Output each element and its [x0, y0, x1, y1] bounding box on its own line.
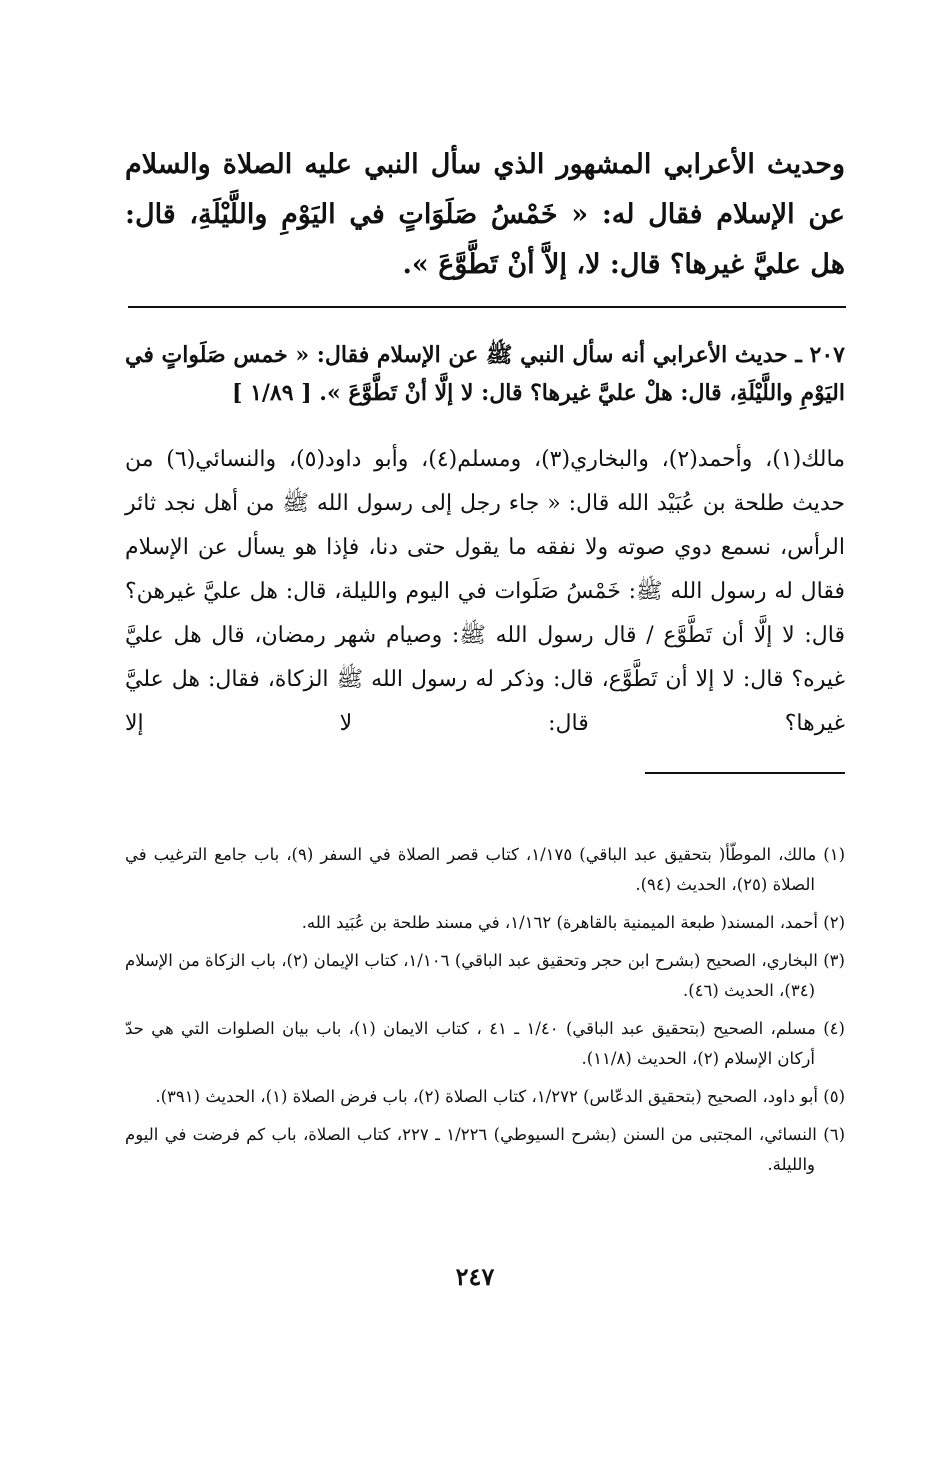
page-number: ٢٤٧ [455, 1262, 495, 1291]
footnote-2: (٢) أحمد، المسند( طبعة الميمنية بالقاهرة) ١/١٦٢، في مسند طلحة بن عُبَيد الله. [301, 913, 845, 932]
footnote-1: (١) مالك، الموطّأ( بتحقيق عبد الباقي) ١/١٧٥، كتاب قصر الصلاة في السفر (٩)، باب جامع الترغيب في الصلاة (٢٥)، الحديث (٩٤). [125, 845, 845, 894]
footnotes-list [125, 840, 845, 1188]
footnote-5: (٥) أبو داود، الصحيح (بتحقيق الدعّاس) ١/٢٧٢، كتاب الصلاة (٢)، باب فرض الصلاة (١)، الحديث (٣٩١). [155, 1087, 845, 1106]
footnote-6: (٦) النسائي، المجتبى من السنن (بشرح السيوطي) ١/٢٢٦ ـ ٢٢٧، كتاب الصلاة، باب كم فرضت في اليوم والليلة. [125, 1125, 845, 1174]
footnote-4: (٤) مسلم، الصحيح (بتحقيق عبد الباقي) ١/٤٠ ـ ٤١ ، كتاب الايمان (١)، باب بيان الصلوات التي هي حدّ أركان الإسلام (٢)، الحديث (١١/٨). [125, 1019, 845, 1068]
section-divider [128, 306, 846, 308]
hadith-text: ٢٠٧ ـ حديث الأعرابي أنه سأل النبي ﷺ عن الإسلام فقال: « خمس صَلَواتٍ في اليَوْمِ واللَّيْلَةِ، قال: هلْ عليَّ غيرها؟ قال: لا إلَّا أنْ تَطَّوَّعَ ». [ ١/٨٩ ] [125, 342, 845, 406]
intro-paragraph [125, 140, 845, 290]
commentary-text: مالك(١)، وأحمد(٢)، والبخاري(٣)، ومسلم(٤)، وأبو داود(٥)، والنسائي(٦) من حديث طلحة بن عُبَيْد الله قال: « جاء رجل إلى رسول الله ﷺ من أهل نجد ثائر الرأس، نسمع دوي صوته ولا نفقه ما يقول حتى دنا، فإذا هو يسأل عن الإسلام فقال له رسول الله ﷺ: خَمْسُ صَلَوات في اليوم والليلة، قال: هل عليَّ غيرهن؟ قال: لا إلَّا أن تَطَّوَّع / قال رسول الله ﷺ: وصيام شهر رمضان، قال هل عليَّ غيره؟ قال: لا إلا أن تَطَّوَّع، قال: وذكر له رسول الله ﷺ الزكاة، فقال: هل عليَّ غيرها؟ قال: لا إلا [125, 447, 845, 736]
intro-text: وحديث الأعرابي المشهور الذي سأل النبي عليه الصلاة والسلام عن الإسلام فقال له: « خَمْسُ صَلَوَاتٍ في اليَوْمِ واللَّيْلَةِ، قال: هل عليَّ غيرها؟ قال: لا، إلاَّ أنْ تَطَّوَّعَ ». [125, 149, 845, 280]
footnote-3: (٣) البخاري، الصحيح (بشرح ابن حجر وتحقيق عبد الباقي) ١/١٠٦، كتاب الإيمان (٢)، باب الزكاة من الإسلام (٣٤)، الحديث (٤٦). [125, 951, 845, 1000]
footnote-divider [645, 772, 845, 774]
commentary-paragraph [125, 438, 845, 746]
hadith-entry [125, 336, 845, 412]
